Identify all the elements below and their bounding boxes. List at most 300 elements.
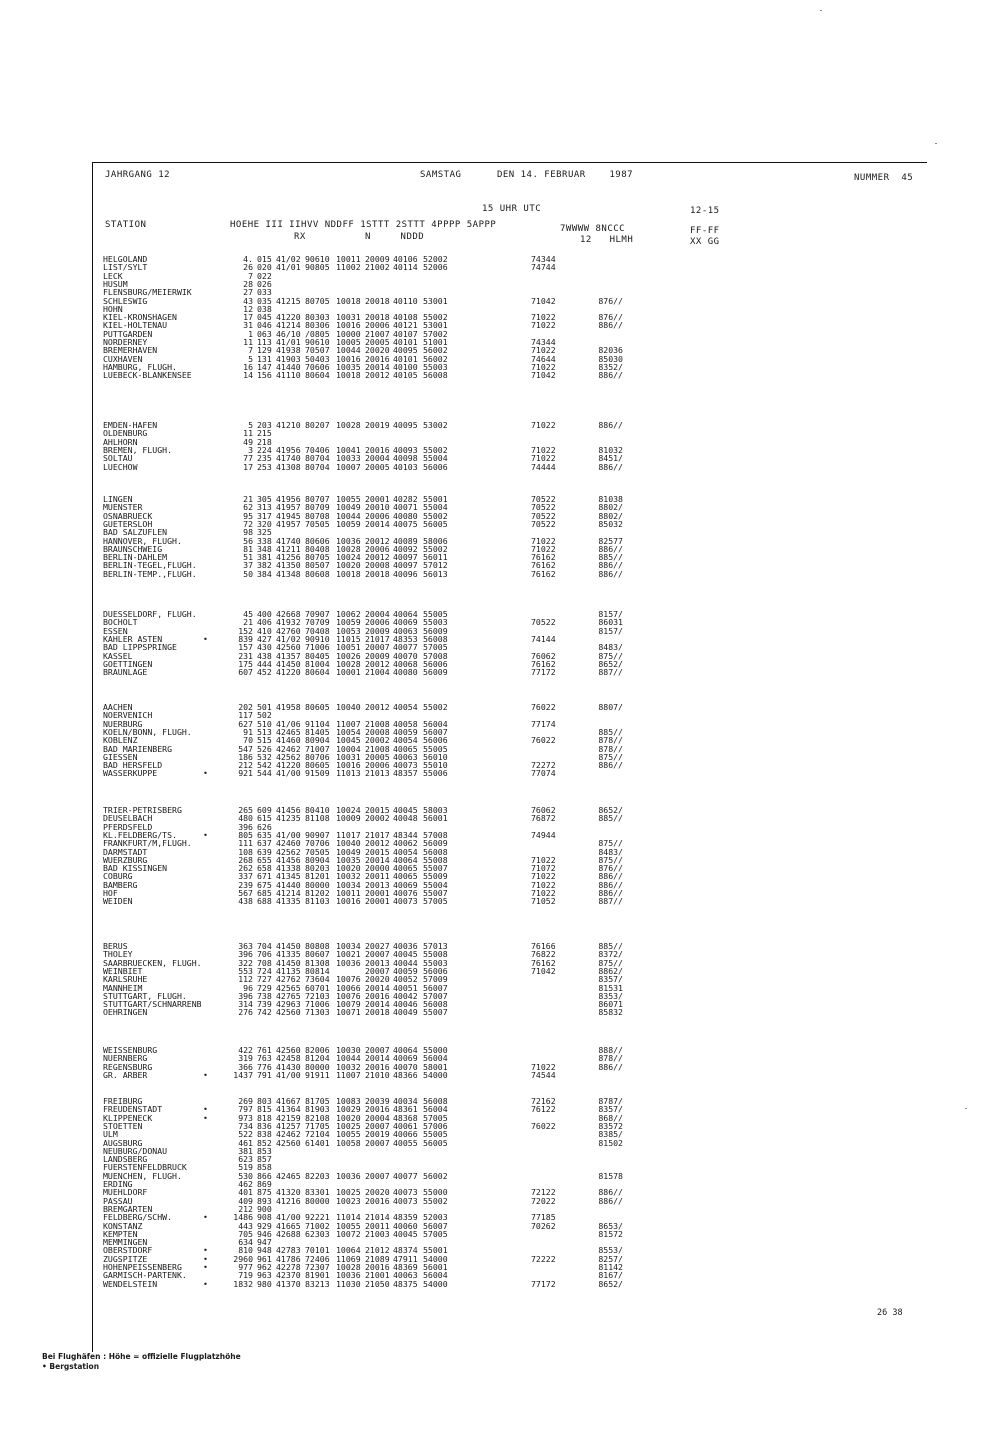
tendency-code: 55002 (423, 312, 448, 323)
weather-code: 71052 (531, 896, 556, 907)
wind-code: 81705 (305, 1096, 330, 1106)
station-name: NUERBURG (103, 718, 143, 729)
dewpoint-code: 21008 (365, 718, 390, 729)
wind-code: 80707 (305, 494, 330, 504)
pressure-code: 47911 (393, 1253, 418, 1264)
station-index: 729 (257, 982, 272, 993)
dewpoint-code: 21012 (365, 1245, 390, 1256)
pressure-code: 40065 (393, 743, 418, 754)
weather-code: 76022 (531, 1120, 556, 1131)
temperature-code: 10033 (336, 453, 361, 464)
pressure-code: 40062 (393, 838, 418, 849)
tendency-code: 56008 (423, 999, 448, 1010)
wind-code: 81201 (305, 871, 330, 882)
height-value: 276 (238, 1007, 253, 1018)
weather-code: 77172 (531, 1278, 556, 1289)
tendency-code: 55001 (423, 1245, 448, 1256)
weather-code: 71022 (531, 420, 556, 430)
dewpoint-code: 20002 (365, 735, 390, 746)
station-name: KAHLER ASTEN (103, 633, 163, 644)
station-name: FRANKFURT/M,FLUGH. (103, 838, 192, 849)
pressure-code: 40070 (393, 1061, 418, 1072)
station-name: PASSAU (103, 1195, 133, 1206)
height-value: 212 (238, 1203, 253, 1214)
height-value: 314 (238, 999, 253, 1010)
tendency-code: 57007 (423, 990, 448, 1001)
iihvv-code: 41/06 (276, 718, 301, 729)
cloud-code: 875// (598, 854, 623, 865)
temperature-code: 10000 (336, 328, 361, 339)
wind-code: 80708 (305, 510, 330, 521)
mountain-station-marker: • (203, 1253, 208, 1264)
height-value: 839 (238, 633, 253, 644)
station-row (103, 297, 923, 305)
tendency-code: 52006 (423, 262, 448, 273)
station-row (103, 528, 923, 536)
weather-code: 72272 (531, 760, 556, 771)
dewpoint-code: 20039 (365, 1096, 390, 1106)
height-value: 401 (238, 1187, 253, 1198)
dewpoint-code: 20010 (365, 502, 390, 513)
pressure-code: 40064 (393, 854, 418, 865)
station-index: 815 (257, 1104, 272, 1115)
station-index: 948 (257, 1245, 272, 1256)
temperature-code: 11015 (336, 633, 361, 644)
station-name: WEIDEN (103, 896, 133, 907)
station-name: FREIBURG (103, 1096, 143, 1106)
station-index: 852 (257, 1137, 272, 1148)
iihvv-code: 41220 (276, 760, 301, 771)
tendency-code: 55002 (423, 1195, 448, 1206)
station-index: 129 (257, 345, 272, 356)
wind-code: 73604 (305, 974, 330, 985)
height-value: 239 (238, 879, 253, 890)
iihvv-code: 41450 (276, 941, 301, 951)
cloud-code: 86031 (598, 617, 623, 628)
station-row (103, 503, 923, 511)
pressure-code: 40069 (393, 879, 418, 890)
dewpoint-code: 20015 (365, 846, 390, 857)
station-name: KOBLENZ (103, 735, 138, 746)
station-row (103, 1000, 923, 1008)
station-name: MUENSTER (103, 502, 143, 513)
temperature-code: 10032 (336, 1061, 361, 1072)
dewpoint-code: 20006 (365, 617, 390, 628)
mountain-station-marker: • (203, 829, 208, 840)
height-value: 112 (238, 974, 253, 985)
iihvv-code: 41/01 (276, 262, 301, 273)
height-value: 977 (238, 1262, 253, 1272)
station-name: BAD SALZUFLEN (103, 527, 168, 538)
station-name: FUERSTENFELDBRUCK (103, 1162, 187, 1173)
station-row (103, 330, 923, 338)
cloud-code: 8653/ (598, 1220, 623, 1231)
station-index: 038 (257, 303, 272, 314)
iihvv-code: 41211 (276, 543, 301, 554)
cloud-code: 8353/ (598, 990, 623, 1001)
temperature-code: 10016 (336, 760, 361, 771)
tendency-code: 56001 (423, 813, 448, 824)
dewpoint-code: 20007 (365, 1170, 390, 1181)
cloud-code: 82036 (598, 345, 623, 356)
station-index: 980 (257, 1278, 272, 1289)
pressure-code: 40073 (393, 760, 418, 771)
station-row (103, 1097, 923, 1105)
weather-code: 74644 (531, 353, 556, 364)
station-name: THOLEY (103, 949, 133, 960)
station-row (103, 1172, 923, 1180)
station-index: 305 (257, 494, 272, 504)
station-name: BAD MARIENBERG (103, 743, 173, 754)
station-row (103, 736, 923, 744)
pressure-code: 48353 (393, 633, 418, 644)
dewpoint-code: 20011 (365, 1220, 390, 1231)
height-value: 265 (238, 805, 253, 815)
height-value: 422 (238, 1045, 253, 1055)
tendency-code: 57013 (423, 941, 448, 951)
cloud-code: 886// (598, 1187, 623, 1198)
station-name: BERLIN-TEMP.,FLUGH. (103, 568, 197, 579)
dewpoint-code: 20012 (365, 535, 390, 546)
height-value: 212 (238, 760, 253, 771)
station-name: STUTTGART/SCHNARRENB (103, 999, 202, 1010)
temperature-code: 10071 (336, 1007, 361, 1018)
station-name: SOLTAU (103, 453, 133, 464)
height-value: 7 (248, 345, 253, 356)
pressure-code: 40060 (393, 1220, 418, 1231)
station-index: 203 (257, 420, 272, 430)
temperature-code: 10054 (336, 726, 361, 737)
tendency-code: 58003 (423, 805, 448, 815)
station-index: 113 (257, 337, 272, 347)
station-name: MANNHEIM (103, 982, 143, 993)
height-value: 49 (243, 436, 253, 447)
cloud-code: 81578 (598, 1170, 623, 1181)
station-name: AACHEN (103, 702, 133, 712)
station-index: 947 (257, 1237, 272, 1248)
pressure-code: 48344 (393, 829, 418, 840)
station-row (103, 959, 923, 967)
height-value: 567 (238, 888, 253, 898)
height-value: 366 (238, 1061, 253, 1072)
station-name: OLDENBURG (103, 428, 148, 439)
pressure-code: 40073 (393, 1195, 418, 1206)
height-value: 396 (238, 821, 253, 832)
tendency-code: 55005 (423, 743, 448, 754)
dewpoint-code: 20007 (365, 1137, 390, 1148)
cloud-code: 868// (598, 1112, 623, 1123)
pressure-code: 40110 (393, 295, 418, 306)
height-value: 553 (238, 965, 253, 976)
tendency-code: 56005 (423, 1137, 448, 1148)
report-time: 15 UHR UTC (482, 204, 542, 214)
temperature-code: 10028 (336, 543, 361, 554)
iihvv-code: 41740 (276, 535, 301, 546)
station-name: HANNOVER, FLUGH. (103, 535, 182, 546)
station-name: KONSTANZ (103, 1220, 143, 1231)
station-row (103, 371, 923, 379)
temperature-code: 10079 (336, 999, 361, 1010)
cloud-code: 875// (598, 751, 623, 762)
temperature-code: 10053 (336, 625, 361, 636)
temperature-code: 10036 (336, 535, 361, 546)
cloud-code: 85030 (598, 353, 623, 364)
cloud-code: 886// (598, 568, 623, 579)
wind-code: 80408 (305, 543, 330, 554)
station-index: 688 (257, 896, 272, 907)
temperature-code: 10021 (336, 949, 361, 960)
dewpoint-code: 21010 (365, 1069, 390, 1080)
station-index: 791 (257, 1069, 272, 1080)
temperature-code: 10034 (336, 941, 361, 951)
temperature-code: 10040 (336, 702, 361, 712)
station-index: 637 (257, 838, 272, 849)
weather-code: 76872 (531, 813, 556, 824)
wind-code: 80607 (305, 949, 330, 960)
tendency-code: 55004 (423, 453, 448, 464)
wind-code: 80608 (305, 568, 330, 579)
station-index: 961 (257, 1253, 272, 1264)
station-name: KARLSRUHE (103, 974, 148, 985)
pressure-code: 48366 (393, 1069, 418, 1080)
temperature-code: 10024 (336, 552, 361, 563)
station-index: 384 (257, 568, 272, 579)
station-row (103, 1130, 923, 1138)
extra-header-line2: XX GG (690, 237, 720, 247)
iihvv-code: 42765 (276, 990, 301, 1001)
wind-code: 80207 (305, 420, 330, 430)
iihvv-code: 41370 (276, 1278, 301, 1289)
wind-code: 80904 (305, 854, 330, 865)
pressure-code: 40098 (393, 453, 418, 464)
station-row (103, 967, 923, 975)
tendency-code: 56008 (423, 846, 448, 857)
station-row (103, 889, 923, 897)
station-name: MUENCHEN, FLUGH. (103, 1170, 182, 1181)
side-annotation: 26 38 (877, 1308, 903, 1318)
temperature-code: 10020 (336, 560, 361, 571)
wind-code: 80808 (305, 941, 330, 951)
pressure-code: 40054 (393, 735, 418, 746)
station-name: SCHLESWIG (103, 295, 148, 306)
pressure-code: 40059 (393, 726, 418, 737)
report-date: SAMSTAG DEN 14. FEBRUAR 1987 (420, 170, 634, 180)
height-value: 27 (243, 287, 253, 298)
station-name: BREMGARTEN (103, 1203, 153, 1214)
footnote-mountain-station: • Bergstation (42, 1362, 100, 1371)
pressure-code: 40052 (393, 974, 418, 985)
dewpoint-code: 20014 (365, 854, 390, 865)
iihvv-code: 41214 (276, 320, 301, 331)
pressure-code: 40042 (393, 990, 418, 1001)
station-row (103, 864, 923, 872)
weather-code: 71022 (531, 535, 556, 546)
cloud-code: 81502 (598, 1137, 623, 1148)
tendency-code: 52002 (423, 254, 448, 264)
weather-code: 71042 (531, 370, 556, 381)
cloud-code: 8652/ (598, 805, 623, 815)
pressure-code: 40071 (393, 502, 418, 513)
temperature-code: 10016 (336, 896, 361, 907)
cloud-code: 878// (598, 743, 623, 754)
dewpoint-code: 20016 (365, 1061, 390, 1072)
iihvv-code: 41740 (276, 453, 301, 464)
pressure-code: 40105 (393, 370, 418, 381)
wind-code: 81202 (305, 888, 330, 898)
station-index: 929 (257, 1220, 272, 1231)
dewpoint-code: 20018 (365, 295, 390, 306)
station-row (103, 814, 923, 822)
weather-code: 71022 (531, 879, 556, 890)
weather-code: 74944 (531, 829, 556, 840)
tendency-code: 56009 (423, 838, 448, 849)
station-name: COBURG (103, 871, 133, 882)
wind-code: 71006 (305, 642, 330, 653)
cloud-code: 81038 (598, 494, 623, 504)
station-index: 532 (257, 751, 272, 762)
wind-code: 81004 (305, 658, 330, 669)
dewpoint-code: 20004 (365, 1112, 390, 1123)
wind-code: 70907 (305, 609, 330, 619)
station-row (103, 512, 923, 520)
station-index: 739 (257, 999, 272, 1010)
dewpoint-code: 20007 (365, 949, 390, 960)
iihvv-code: 41956 (276, 494, 301, 504)
station-name: KASSEL (103, 650, 133, 661)
station-index: 348 (257, 543, 272, 554)
weather-code: 72022 (531, 1195, 556, 1206)
station-row (103, 537, 923, 545)
iihvv-code: 41357 (276, 650, 301, 661)
dewpoint-code: 20018 (365, 568, 390, 579)
weather-code: 71022 (531, 854, 556, 865)
station-name: HAMBURG, FLUGH. (103, 361, 177, 372)
station-name: HOF (103, 888, 118, 898)
dewpoint-code: 20019 (365, 1129, 390, 1140)
station-index: 671 (257, 871, 272, 882)
temperature-code: 10026 (336, 650, 361, 661)
wind-code: 80306 (305, 320, 330, 331)
wind-code: 80706 (305, 751, 330, 762)
tendency-code: 55002 (423, 444, 448, 455)
tendency-code: 55007 (423, 1007, 448, 1018)
dewpoint-code: 21004 (365, 667, 390, 678)
station-row (103, 355, 923, 363)
height-value: 1437 (233, 1069, 253, 1080)
station-index: 430 (257, 642, 272, 653)
station-name: BREMERHAVEN (103, 345, 158, 356)
dewpoint-code: 20018 (365, 1007, 390, 1018)
station-index: 224 (257, 444, 272, 455)
weather-code: 71022 (531, 453, 556, 464)
station-index: 615 (257, 813, 272, 824)
dewpoint-code: 21014 (365, 1212, 390, 1223)
wind-code: 80604 (305, 370, 330, 381)
iihvv-code: 42560 (276, 1007, 301, 1018)
station-row (103, 429, 923, 437)
station-row (103, 668, 923, 676)
cloud-code: 8807/ (598, 702, 623, 712)
tendency-code: 55010 (423, 760, 448, 771)
wind-code: 81308 (305, 957, 330, 968)
iihvv-code: 41460 (276, 735, 301, 746)
station-index: 655 (257, 854, 272, 865)
iihvv-code: 41456 (276, 854, 301, 865)
weather-code: 71022 (531, 312, 556, 323)
cloud-code: 875// (598, 650, 623, 661)
station-row (103, 438, 923, 446)
dewpoint-code: 20004 (365, 609, 390, 619)
iihvv-code: 41135 (276, 965, 301, 976)
pressure-code: 40063 (393, 1270, 418, 1281)
weather-code: 71022 (531, 345, 556, 356)
station-index: 510 (257, 718, 272, 729)
iihvv-code: 41216 (276, 1195, 301, 1206)
tendency-code: 56008 (423, 370, 448, 381)
weather-code: 76162 (531, 568, 556, 579)
temperature-code: 10009 (336, 813, 361, 824)
station-row (103, 1197, 923, 1205)
station-index: 046 (257, 320, 272, 331)
weather-code: 70522 (531, 494, 556, 504)
station-row (103, 463, 923, 471)
mountain-station-marker: • (203, 1104, 208, 1115)
weather-code: 71022 (531, 361, 556, 372)
cloud-code: 886// (598, 760, 623, 771)
wind-code: 62303 (305, 1228, 330, 1239)
cloud-code: 876// (598, 863, 623, 874)
cloud-code: 8802/ (598, 502, 623, 513)
station-index: 438 (257, 650, 272, 661)
tendency-code: 55003 (423, 361, 448, 372)
pressure-code: 40064 (393, 609, 418, 619)
station-index: 513 (257, 726, 272, 737)
height-value: 396 (238, 949, 253, 960)
weather-code: 71022 (531, 444, 556, 455)
pressure-code: 40051 (393, 982, 418, 993)
temperature-code: 10004 (336, 743, 361, 754)
weather-code: 70522 (531, 617, 556, 628)
height-value: 1 (248, 328, 253, 339)
temperature-code: 10011 (336, 254, 361, 264)
pressure-code: 40089 (393, 535, 418, 546)
pressure-code: 40103 (393, 461, 418, 472)
pressure-code: 40282 (393, 494, 418, 504)
station-row (103, 1008, 923, 1016)
tendency-code: 55002 (423, 702, 448, 712)
temperature-code: 10005 (336, 337, 361, 347)
station-index: 609 (257, 805, 272, 815)
station-index: 658 (257, 863, 272, 874)
station-row (103, 660, 923, 668)
station-row (103, 897, 923, 905)
pressure-code: 40045 (393, 1228, 418, 1239)
mountain-station-marker: • (203, 1262, 208, 1272)
wind-code: 91104 (305, 718, 330, 729)
station-name: GUETERSLOH (103, 518, 153, 529)
station-index: 893 (257, 1195, 272, 1206)
height-value: 973 (238, 1112, 253, 1123)
station-name: LECK (103, 270, 123, 281)
station-row (103, 1280, 923, 1288)
pressure-code: 40045 (393, 805, 418, 815)
height-value: 91 (243, 726, 253, 737)
station-row (103, 263, 923, 271)
station-row (103, 1213, 923, 1221)
weather-code: 74544 (531, 1069, 556, 1080)
station-row (103, 984, 923, 992)
tendency-code: 57005 (423, 1228, 448, 1239)
